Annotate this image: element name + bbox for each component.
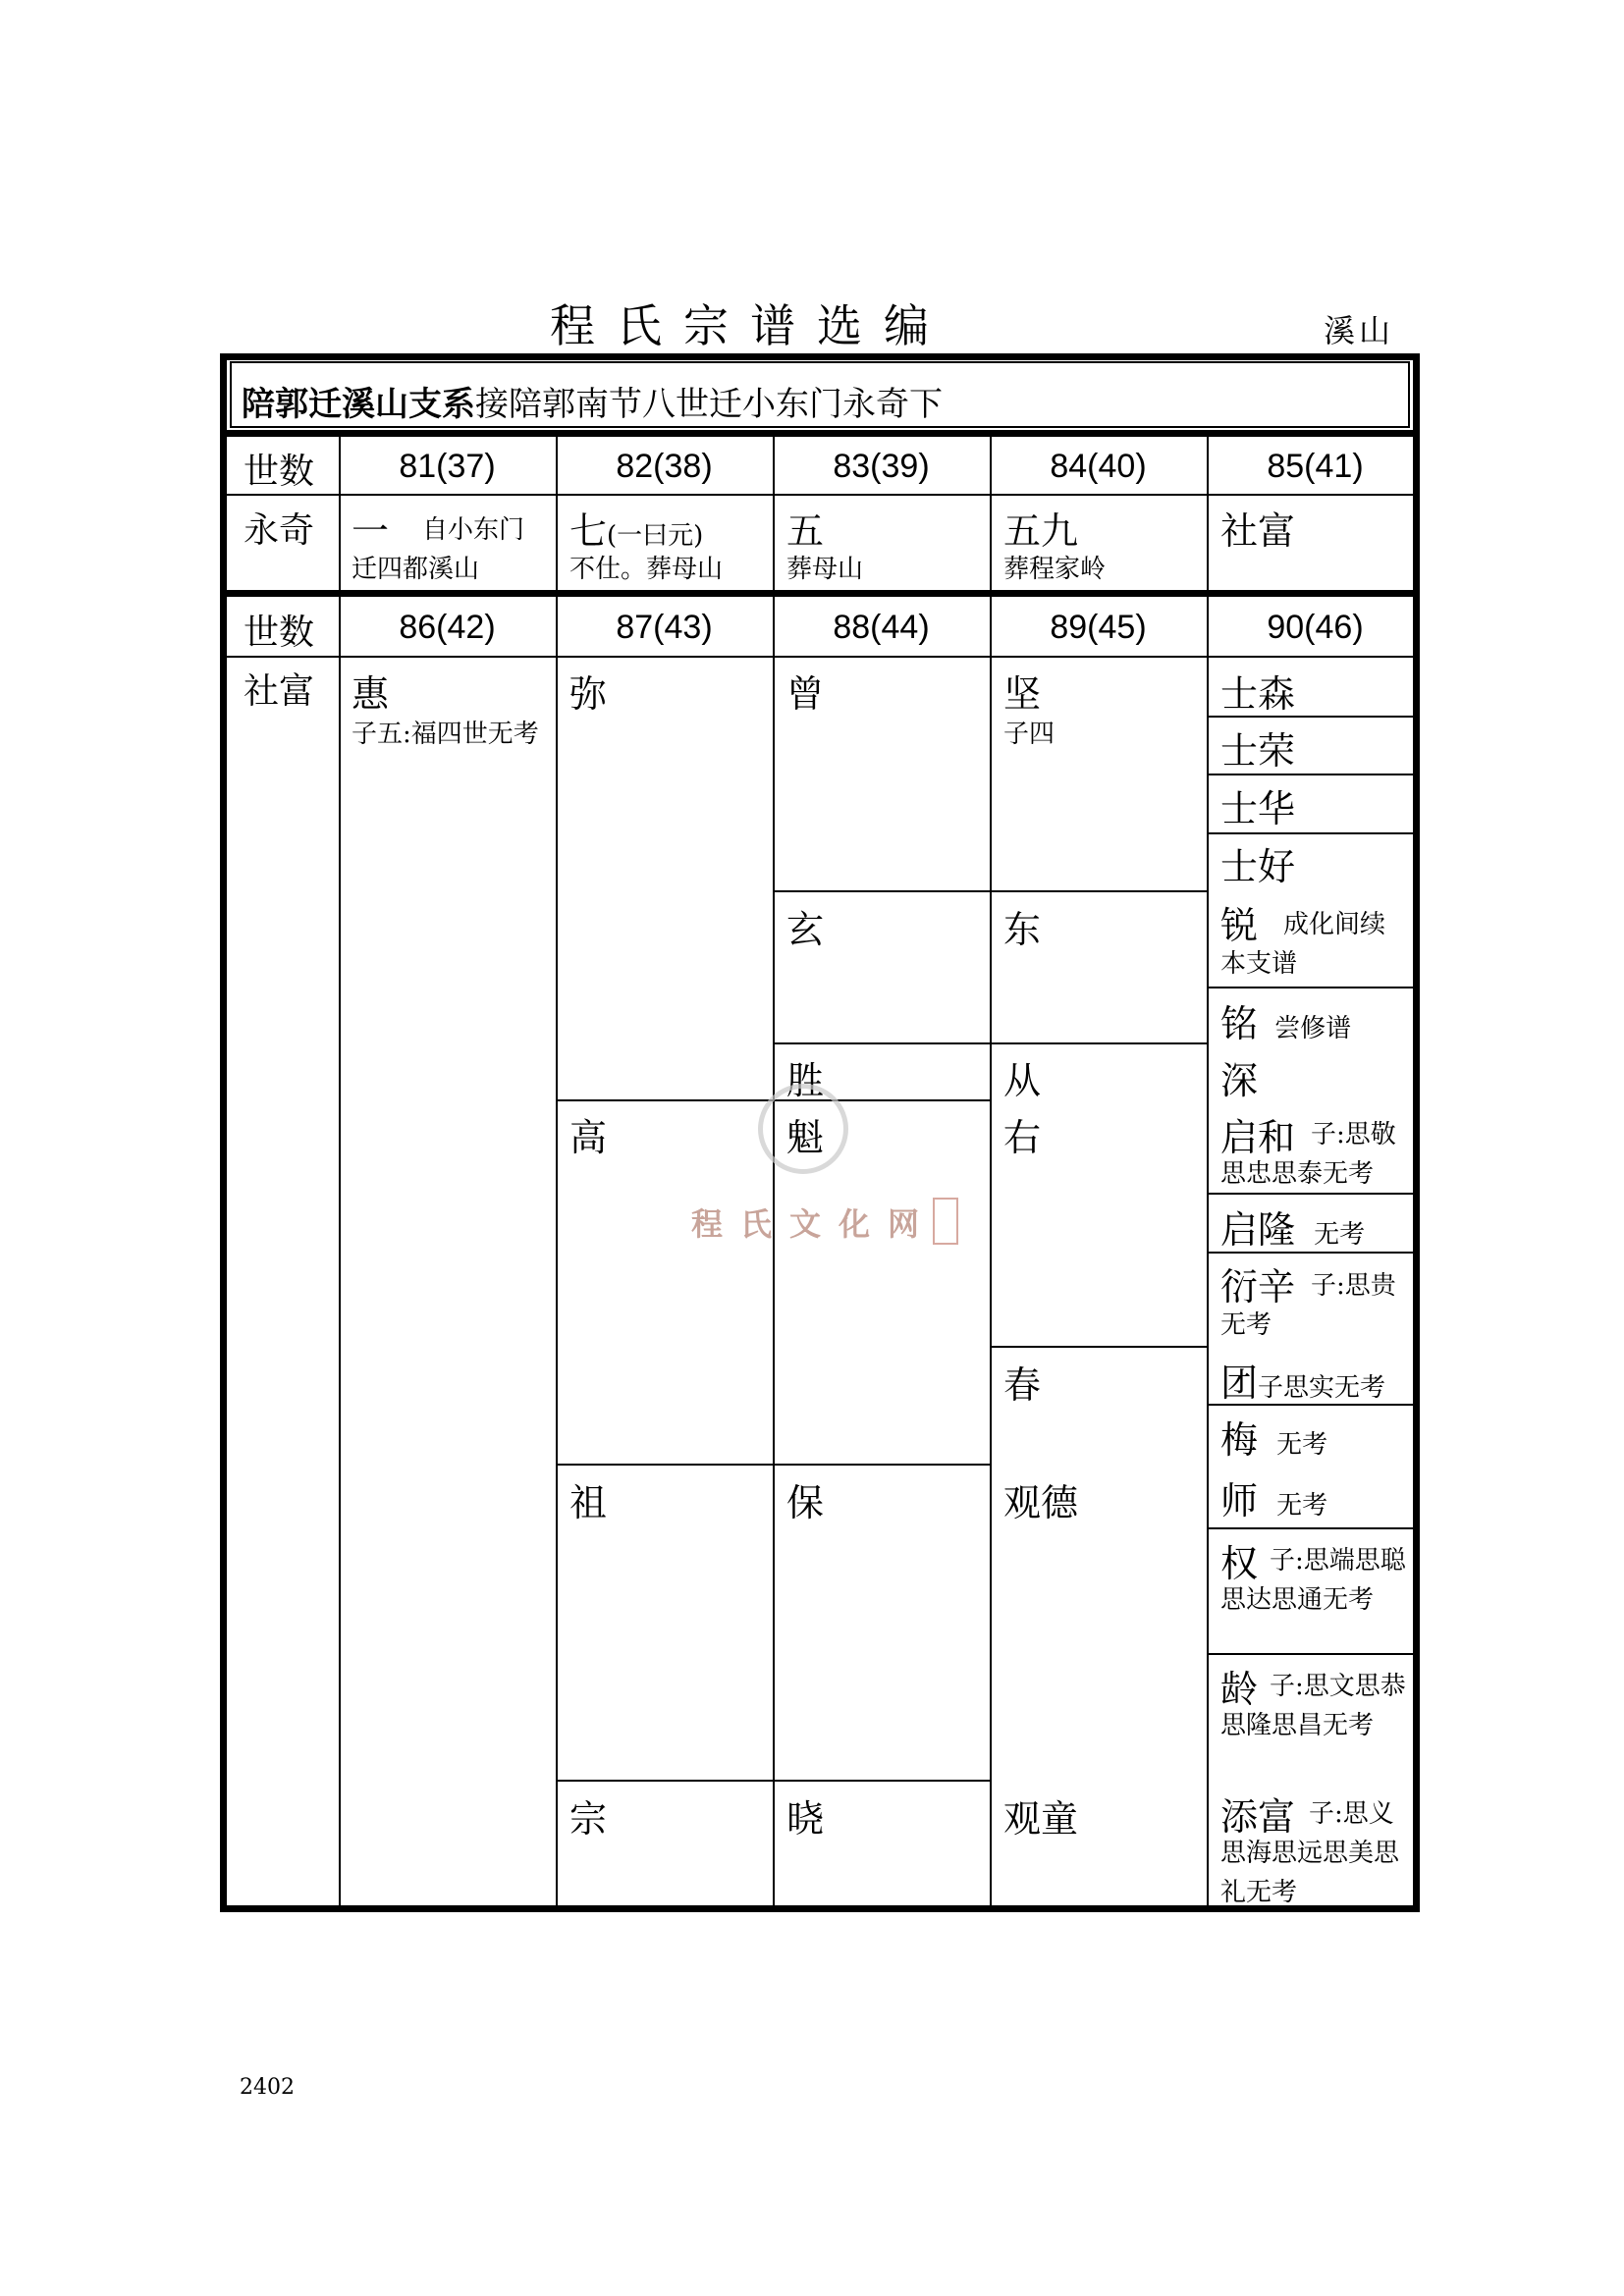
person-name: 五: [786, 509, 825, 553]
rule-gen-2: [227, 656, 1413, 658]
person-note: 葬母山: [786, 555, 864, 584]
watermark-text: 程氏文化网: [691, 1205, 938, 1243]
branch-desc: 接陪郭南节八世迁小东门永奇下: [475, 385, 943, 424]
person-name: 龄: [1220, 1668, 1259, 1711]
person-name: 团: [1220, 1362, 1259, 1405]
person-name: 东: [1003, 908, 1042, 951]
cell-divider: [1207, 1527, 1413, 1529]
person-name: 七: [569, 509, 608, 553]
person-name: 启和: [1220, 1116, 1296, 1159]
person-name: 士荣: [1220, 729, 1296, 773]
person-note: 无考: [1276, 1430, 1328, 1460]
generation-number: 85(41): [1267, 448, 1364, 485]
generation-number: 84(40): [1050, 448, 1147, 485]
generation-number: 88(44): [833, 609, 930, 646]
person-note: 无考: [1314, 1220, 1366, 1250]
person-cell: [1220, 1353, 1385, 1408]
person-name: 士森: [1220, 672, 1296, 716]
person-name: 右: [1003, 1116, 1042, 1159]
branch-name: 陪郭迁溪山支系: [242, 385, 475, 424]
row-label: 永奇: [244, 510, 315, 551]
person-note: 子:思义思海思远思美思礼无考: [1220, 1799, 1400, 1907]
row-label: 社富: [244, 671, 315, 712]
rule-gen-1: [227, 494, 1413, 496]
person-name: 保: [786, 1481, 825, 1524]
person-note: 子:思端思聪思达思通无考: [1220, 1546, 1406, 1615]
branch-header: [242, 377, 943, 425]
watermark-stamp-icon: [933, 1198, 958, 1245]
person-note: 成化间续本支谱: [1220, 910, 1386, 979]
generation-number: 87(43): [616, 609, 713, 646]
cell-divider: [773, 890, 1207, 892]
person-name: 春: [1003, 1363, 1042, 1407]
person-note: 子:思文思恭思隆思昌无考: [1220, 1672, 1406, 1740]
person-name: 深: [1220, 1059, 1259, 1102]
person-name: 曾: [786, 672, 825, 716]
cell-divider: [990, 1346, 1207, 1348]
vline: [773, 597, 775, 1905]
person-name: 社富: [1220, 509, 1296, 553]
person-name: 铭: [1220, 1002, 1259, 1045]
cell-divider: [1207, 1653, 1413, 1655]
person-note: 葬程家岭: [1003, 555, 1107, 584]
rule-thick-2: [227, 590, 1413, 597]
person-name: 权: [1220, 1542, 1259, 1585]
generation-label: 世数: [244, 452, 315, 492]
generation-label: 世数: [244, 613, 315, 653]
person-name: 锐: [1220, 904, 1259, 947]
person-cell: [1220, 1470, 1327, 1525]
person-name: 胜: [786, 1059, 825, 1102]
generation-number: 81(37): [399, 448, 496, 485]
cell-divider: [556, 1464, 990, 1466]
page-number: 2402: [240, 2075, 295, 2100]
cell-divider: [1207, 832, 1413, 834]
person-name: 从: [1003, 1059, 1042, 1102]
person-name: 观德: [1003, 1481, 1079, 1524]
person-cell: [1220, 1200, 1365, 1255]
person-name: 弥: [569, 672, 608, 716]
person-name: 添富: [1220, 1795, 1296, 1839]
watermark-seal-icon: [758, 1084, 848, 1174]
cell-divider: [773, 1042, 1207, 1044]
person-cell: [1220, 1410, 1327, 1465]
person-name: 魁: [786, 1116, 825, 1159]
person-name: 五九: [1003, 509, 1079, 553]
person-name: 启隆: [1220, 1208, 1296, 1252]
person-name: 坚: [1003, 672, 1042, 716]
person-name-note: (一曰元): [607, 521, 704, 551]
vline: [339, 597, 341, 1905]
generation-number: 90(46): [1267, 609, 1364, 646]
generation-number: 83(39): [833, 448, 930, 485]
person-name: 晓: [786, 1797, 825, 1841]
vline: [990, 597, 992, 1905]
cell-divider: [1207, 987, 1413, 988]
person-cell: [569, 501, 766, 556]
person-name: 祖: [569, 1481, 608, 1524]
person-name: 玄: [786, 908, 825, 951]
person-note: 子:思贵无考: [1220, 1271, 1396, 1340]
person-note: 尝修谱: [1274, 1014, 1352, 1043]
person-note: 子五:福四世无考: [352, 720, 539, 749]
person-note: 子:思敬思忠思泰无考: [1220, 1120, 1396, 1189]
generation-number: 89(45): [1050, 609, 1147, 646]
person-cell: [1220, 993, 1351, 1048]
person-note: 无考: [1276, 1491, 1328, 1521]
person-note: 自小东门迁四都溪山: [352, 515, 525, 584]
person-name: 士华: [1220, 787, 1296, 830]
person-name: 师: [1220, 1479, 1259, 1522]
person-note: 不仕。葬母山: [569, 555, 724, 584]
person-note: 子思实无考: [1258, 1373, 1386, 1403]
person-name: 惠: [352, 672, 390, 716]
person-name: 梅: [1220, 1418, 1259, 1462]
cell-divider: [556, 1780, 990, 1782]
vline: [556, 597, 558, 1905]
person-note: 子四: [1003, 720, 1056, 749]
rule-thick-1: [227, 430, 1413, 437]
generation-number: 82(38): [616, 448, 713, 485]
corner-label: 溪山: [1324, 312, 1395, 349]
person-name: 宗: [569, 1797, 608, 1841]
person-name: 观童: [1003, 1797, 1079, 1841]
person-name: 一: [352, 509, 390, 553]
person-name: 士好: [1220, 845, 1296, 888]
page-title: 程氏宗谱选编: [550, 299, 950, 352]
person-name: 高: [569, 1116, 608, 1159]
generation-number: 86(42): [399, 609, 496, 646]
person-name: 衍辛: [1220, 1265, 1296, 1308]
